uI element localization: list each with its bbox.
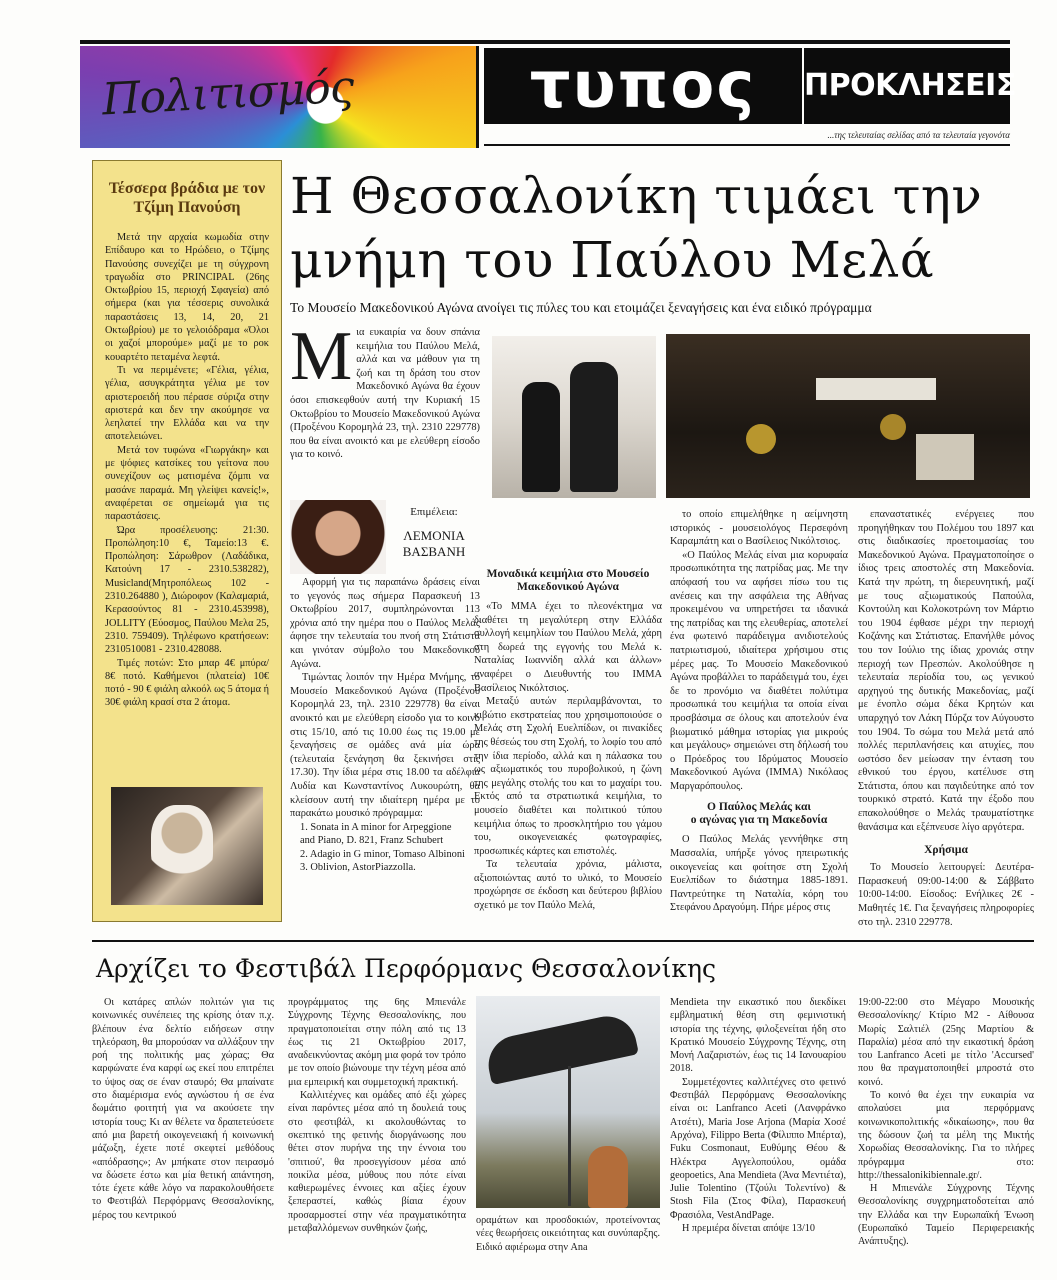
article-paragraph: οραμάτων και προσδοκιών, προτείνοντας νέες θεωρήσεις οικειότητας και συνύπαρξης. Ειδικό αφιέρωμα στην Ana xyxy=(476,1215,660,1253)
article-paragraph: προγράμματος της 6ης Μπιενάλε Σύγχρονης Τέχνης Θεσσαλονίκης, που πραγματοποιείται στην πόλη από τις 13 έως τις 21 Οκτωβρίου 2017, αναδεικνύοντας ακόμη μια φορά τον τρόπο με τον οποίο βιώνουμε την τέχνη μέσα από μια εμπειρική και συμμετοχική πρακτική. xyxy=(288,997,466,1088)
subheading xyxy=(670,801,848,827)
lead-text: ια ευκαιρία να δουν σπάνια κειμήλια του Παύλου Μελά, αλλά και να μάθουν για τη ζωή και τη δράση του στον Μακεδονικό Αγώνα θα έχουν όσοι επισκεφθούν αυτή την Κυριακή 15 Οκτωβρίου το Μουσείο Μακεδονικού Αγώνα (Προξένου Κορομηλά 23, τηλ. 2310 229778) που θα είναι ανοικτό και με ελεύθερη είσοδο για το κοινό. xyxy=(290,327,480,461)
festival-col-1 xyxy=(92,996,274,1222)
article-paragraph: Οι κατάρες απλών πολιτών για τις κοινωνικές συνέπειες της κρίσης όταν π.χ. βλέπουν ένα δελτίο ειδήσεων στην τηλεόραση, θα μπορούσαν να αλλάξουν την ροή της πολιτικής μας χώρας; Θα καρφώνατε ένα καρφί ως εκεί που επιτρέπει το ύψος σας σε έναν σταυρό; Θα μπαίνατε στο διαμέρισμα ενός αγνώστου ή σε ένα δωμάτιο φοιτητή για να ακούσετε την ιστορία τους; Κι αν θέλετε να δραπετεύσετε από μια βαρετή οικογενειακή ή κοινωνική μάζωξη, έχετε ποτέ σκεφτεί μεθόδους «απόδρασης»; Αν μπήκατε στον πειρασμό να δώσετε έστω και μία θετική απάντηση, τότε έχετε κάθε λόγο να παρακολουθήσετε το Φεστιβάλ Περφόρμανς Θεσσαλονίκης, μέρος του κεντρικού xyxy=(92,997,274,1221)
photo-relics xyxy=(666,334,1030,498)
sidebar-paragraph: Μετά την αρχαία κωμωδία στην Επίδαυρο και το Ηρώδειο, ο Τζίμης Πανούσης συνεχίζει με τη σύγχρονη τραγωδία στο PRINCIPAL (26ης Οκτωβρίου 15, περιοχή Σφαγεία) από σήμερα (και για τέσσερις συνολικά παραστάσεις 13, 14, 20, 21 Οκτωβρίου) με το γελοιόδραμα «Όλοι οι χαζοί μπορούμε» μαζί με το ροκ κουαρτέτο πεταμένα λεφτά. xyxy=(105,232,269,363)
sidebar-paragraph: Ώρα προσέλευσης: 21:30. Προπώληση:10 €, Ταμείο:13 €. Προπώληση: Σάρωθρον (Λαδάδικα, Κατούνη 17 - 2310.538282), Musicland(Μητροπόλεως 102 - 2310.264880 ), Διώροφον (Καλαμαριά, Κερασούντος 81 - 2310.453998), JOLLITY (Εύοσμος, Παύλου Μελα 25, 2310. 759409). Τηλέφωνο κρατήσεων: 2310510081 - 2310.428088. xyxy=(105,524,269,656)
main-col-3 xyxy=(670,508,848,915)
lead-block xyxy=(290,318,480,462)
article-paragraph: Mendieta την εικαστικό που διεκδίκει εμβληματική θέση στη φεμινιστική ιστορία της τέχνης, φιλοξενείται ήδη στο Κρατικό Μουσείο Σύγχρονης Τέχνης, στη Μονή Λαζαριστών, έως τις 14 Ιανουαρίου 2018. xyxy=(670,997,846,1075)
headline-line: Η Θεσσαλονίκη τιμάει την xyxy=(290,167,983,225)
festival-col-3 xyxy=(670,996,846,1235)
main-col-1 xyxy=(290,576,480,875)
article-paragraph: Συμμετέχοντες καλλιτέχνες στο φετινό Φεστιβάλ Περφόρμανς Θεσσαλονίκης είναι οι: Lanfranco Aceti (Λανφράνκο Ατσέτι), Maria Jose Arjona (Μαρία Χοσέ Αρχόνα), Filippo Berta (Φίλιππο Μπέρτα), Fuku Cosmonaut, Ευθύμης Θέου & Ηλέκτρα Αγγελοπούλου, ομάδα geopoetics, Ana Mendieta (Άνα Μεντιέτα), Julie Tolentino (Τζούλι Τολεντίνο) & Stosh Fila (Στος Φίλα), Παρασκευή Φρασιόλα, VestAndPage. xyxy=(670,1076,846,1221)
program-item: 2. Adagio in G minor, Tomaso Albinoni xyxy=(300,848,465,860)
sidebar-paragraph: Μετά τον τυφώνα «Γιωργάκη» και με ψόφιες κατσίκες του γείτονα που συνεχίζουν ως ματισμένα ζόμπι να μασάνε παραμά. Μη γλείψει κανείς!», αναφέρεται σε σημείωμά για τις παραστάσεις. xyxy=(105,444,269,523)
article-paragraph: Τιμώντας λοιπόν την Ημέρα Μνήμης, το Μουσείο Μακεδονικού Αγώνα (Προξένου Κορομηλά 23, τηλ. 2310 229778) θα είναι ανοικτό και με ελεύθερη είσοδο για το κοινό στις 15/10, από τις 10.00 έως τις 19.00 με ξεναγήσεις σε ομάδες ανά μία ώρα (τελευταία ξενάγηση θα ξεκινήσει στις 17.30). Την ίδια μέρα στις 18.00 τα αδέλφια Λυδία και Κωνσταντίνος Λυκουρώτη, θα κλείσουν αυτή την ιδιαίτερη ημέρα με το παρακάτω μουσικό πρόγραμμα: xyxy=(290,672,480,820)
section-title: Πολιτισμός xyxy=(100,61,355,126)
subheading-line: ο αγώνας για τη Μακεδονία xyxy=(690,814,828,827)
subheading: Μοναδικά κειμήλια στο Μουσείο Μακεδονικού Αγώνα xyxy=(486,568,650,593)
brand-sub: ΠΡΟΚΛΗΣΕΙΣ xyxy=(804,68,1016,103)
program-item: and Piano, D. 821, Franz Schubert xyxy=(300,835,444,847)
byline-role: Επιμέλεια: xyxy=(410,506,458,518)
sidebar-paragraph: Τιμές ποτών: Στο μπαρ 4€ μπύρα/ 8€ ποτό. Καθήμενοι (πλατεία) 10€ ποτό - 90 € φιάλη αλκοόλ ως 5 άτομα ή 30€ φιάλη κρασί στα 2 άτομα. xyxy=(105,657,269,709)
festival-col-photo-caption xyxy=(476,1214,660,1254)
sidebar-text xyxy=(93,231,281,710)
photo-soldiers xyxy=(492,336,656,498)
festival-headline: Αρχίζει το Φεστιβάλ Περφόρμανς Θεσσαλονίκης xyxy=(96,954,716,983)
festival-col-4 xyxy=(858,996,1034,1249)
section-divider xyxy=(92,940,1034,942)
sidebar-title: Τέσσερα βράδια με τον Τζίμη Πανούση xyxy=(108,180,266,216)
main-headline xyxy=(290,164,1030,292)
article-paragraph: «Το ΜΜΑ έχει το πλεονέκτημα να διαθέτει τη μεγαλύτερη στην Ελλάδα συλλογή κειμηλίων του Παύλου Μελά, χάρη στη δωρεά της εγγονής του Μελά κ. Ναταλίας Ιωαννίδη αλλά και άλλων» αναφέρει ο Διευθυντής του ΙΜΜΑ Βασίλειος Νικόλτσιος. xyxy=(474,601,662,694)
article-paragraph: Μεταξύ αυτών περιλαμβάνονται, το κιβώτιο εκστρατείας που χρησιμοποιούσε ο Μελάς στη Σχολή Ευελπίδων, οι πινακίδες της θέσεώς του στη Σχολή, το λοφίο του από την ίδια περίοδο, αλλά και η πάλασκα του ως αξιωματικός του πυροβολικού, η ζώνη της μεγάλης στολής του και το μαχαίρι του. Εκτός από τα στρατιωτικά κειμήλια, το μουσείο διαθέτει και πολιτικού τύπου κειμήλια όπως το προσκλητήριο του γάμου του, οικογενειακές φωτογραφίες, προσωπικές κάρτες και επιστολές. xyxy=(474,696,662,857)
byline-name: ΛΕΜΟΝΙΑ xyxy=(403,528,465,543)
sidebar-box xyxy=(92,160,282,922)
brand-box xyxy=(484,48,802,124)
article-paragraph: επαναστατικές ενέργειες που προηγήθηκαν του Πολέμου του 1897 και στις διαδικασίες προετοιμασίας του Μακεδονικού Αγώνα. Πραγματοποίησε ο ίδιος τρεις αποστολές στη Μακεδονία. Κατά την πρώτη, τη διερευνητική, μαζί με τους αξιωματικούς Παπούλα, Κοντούλη και Κολοκοτρώνη τον Μάρτιο του 1904 έφθασε μέχρι την περιοχή Κοζάνης και Στάτιστας. Επανήλθε μόνος του τον Ιούλιο της ίδιας χρονιάς στην περιοχή των Πρεσπών. Ακολούθησε η τελευταία περίοδία του, ως γενικού αρχηγού της δυτικής Μακεδονίας, μαζί με ένοπλο σώμα δέκα Κρητών και υπαρχηγό τον Λάκη Πύρζα τον Αύγουστο του 1904. Το σώμα του Μελά μετά από πολλές περιπλανήσεις και ατυχίες, που ωστόσο δεν μείωσαν την ένταση του εθνικού του έργου, κατέλυσε στη Στάτιστα, όπου και παγιδεύτηκε από τον τουρκικό στρατό. Κατά την έξοδο που επακολούθησε ο Μελάς τραυματίστηκε θανάσιμα και εξέπνευσε λίγο αργότερα. xyxy=(858,509,1034,833)
article-paragraph: Η Μπιενάλε Σύγχρονης Τέχνης Θεσσαλονίκης συγχρηματοδοτείται από την Ελλάδα και την Ευρωπαϊκή Ένωση (Ευρωπαϊκό Ταμείο Περιφερειακής Ανάπτυξης). xyxy=(858,1183,1034,1248)
article-paragraph: «Ο Παύλος Μελάς είναι μια κορυφαία προσωπικότητα της πατρίδας μας. Με την απόφασή του να αφήσει πίσω του τις ανέσεις και την ασφάλεια της Αθήνας προκειμένου να υπηρετήσει τα ιδανικά της πατρίδας και της ελευθερίας, αποτελεί ένα φωτεινό παράδειγμα ανιδιοτελούς πατριωτισμού, ιδιαίτερα χρήσιμου στις μέρες μας. Το Μουσείο Μακεδονικού Αγώνα προβάλλει το παράδειγμά του, έχει δε το προνόμιο να διαθέτει πολύτιμα προσωπικά του κειμήλια τα οποία είναι προσβάσιμα σε όλους και αποτελούν ένα βιωματικό μάθημα ιστορίας για μικρούς και μεγάλους» σημειώνει στη δήλωσή του ο Πρόεδρος του Ιδρύματος Μουσείο Μακεδονικού Αγώνα (ΙΜΜΑ) Νικόλαος Μαργαρόπουλος. xyxy=(670,549,848,792)
byline-name: ΒΑΣΒΑΝΗ xyxy=(402,544,466,559)
brand-sub-box xyxy=(804,48,1016,124)
masthead xyxy=(80,40,1016,148)
sidebar-paragraph: Τι να περιμένετε; «Γέλια, γέλια, γέλια, ασυγκράτητα γέλια με τον αριστεροειδή που πέρασε σύριζα στην αριστερά και δεν την ακούμησε να λεηλατεί την Ελλάδα και να την αποτελειώνει. xyxy=(105,364,269,443)
program-item: 3. Oblivion, AstorPiazzolla. xyxy=(300,862,416,874)
dropcap: Μ xyxy=(290,318,353,395)
article-paragraph: Το κοινό θα έχει την ευκαιρία να απολαύσει μια περφόρμανς κοινωνικοπολιτικής «δικαίωσης», που θα της δώσουν ζωή τα μέλη της Μικτής Χορωδίας Θεσσαλονίκης. Για το πλήρες πρόγραμμα στο: http://thessalonikibiennale.gr/. xyxy=(858,1090,1034,1181)
main-col-2 xyxy=(474,566,662,913)
headline-line: μνήμη του Παύλου Μελά xyxy=(290,231,935,289)
article-paragraph: Η πρεμιέρα δίνεται απόψε 13/10 xyxy=(682,1223,815,1235)
section-banner xyxy=(80,46,476,148)
article-paragraph: Τα τελευταία χρόνια, μάλιστα, αξιοποιώντας αυτό το υλικό, το Μουσείο προχώρησε σε έκδοση και δεύτερου βιβλίου σχετικό με τον Παύλο Μελά, xyxy=(474,859,662,912)
article-paragraph: 19:00-22:00 στο Μέγαρο Μουσικής Θεσσαλονίκης/ Κτίριο Μ2 - Αίθουσα Μωρίς Σαλτιέλ (25ης Μαρτίου & Παραλία) μέσα από την εικαστική δράση του Lanfranco Aceti με τίτλο 'Accursed' που θα πραγματοποιηθεί μπροστά στο κοινό. xyxy=(858,997,1034,1088)
main-subtitle: Το Μουσείο Μακεδονικού Αγώνα ανοίγει τις πύλες του και ετοιμάζει ξεναγήσεις και ένα ειδικό πρόγραμμα xyxy=(290,300,872,315)
article-paragraph: Ο Παύλος Μελάς γεννήθηκε στη Μασσαλία, υπήρξε γόνος ηπειρωτικής οικογενείας και φοίτησε στη Σχολή Ευελπίδων το διάστημα 1885-1891. Παντρεύτηκε τη Ναταλία, κόρη του Στεφάνου Δραγούμη. Πήρε μέρος στις xyxy=(670,834,848,914)
article-paragraph: Το Μουσείο λειτουργεί: Δευτέρα-Παρασκευή 09:00-14:00 & Σάββατο 10:00-14:00. Είσοδος: Ενήλικες 2€ - Μαθητές 1€. Για ξεναγήσεις πληροφορίες στο τηλ. 2310 229778. xyxy=(858,862,1034,928)
festival-col-2 xyxy=(288,996,466,1235)
main-col-4 xyxy=(858,508,1034,929)
program-item: 1. Sonata in A minor for Arpeggione xyxy=(300,821,452,833)
subheading-line: Ο Παύλος Μελάς και xyxy=(707,801,811,814)
article-paragraph: Αφορμή για τις παραπάνω δράσεις είναι το γεγονός πως σήμερα Παρασκευή 13 Οκτωβρίου 2017, συμπληρώνονται 113 χρόνια από την ημέρα που ο Παύλος Μελάς άφησε την τελευταία του πνοή στη Στάτιστα και γινόταν σύμβολο του Μακεδονικού Αγώνα. xyxy=(290,577,480,670)
brand-logo: τυπος xyxy=(529,49,757,123)
byline-photo xyxy=(290,500,386,574)
festival-photo xyxy=(476,996,660,1208)
byline xyxy=(386,506,482,560)
article-paragraph: Καλλιτέχνες και ομάδες από έξι χώρες είναι παρόντες μέσα από τη δουλειά τους στο φεστιβάλ, κι ακολουθώντας το σκεπτικό της φετινής διοργάνωσης που θέτει στον πυρήνα της την έννοια του 'σπιτιού', θα προσεγγίσουν μέσα από ποικίλα μέσα, μύθους που πότε είναι καθιερωμένες έννοιες και αξίες έχουν ξεπεραστεί, καθώς βίαια έχουν προσαρμοστεί στην νέα πραγματικότητα μεταβαλλόμενων συνθηκών ζωής, xyxy=(288,1090,466,1235)
sidebar-photo xyxy=(111,787,263,905)
subheading: Χρήσιμα xyxy=(924,844,968,857)
article-paragraph: το οποίο επιμελήθηκε η αείμνηστη ιστορικός - μουσειολόγος Περσεφόνη Καραμπάτη και ο Βασίλειος Νικόλτσιος. xyxy=(670,509,848,548)
tagline: ...της τελευταίας σελίδας από τα τελευταία γεγονότα xyxy=(827,130,1010,140)
